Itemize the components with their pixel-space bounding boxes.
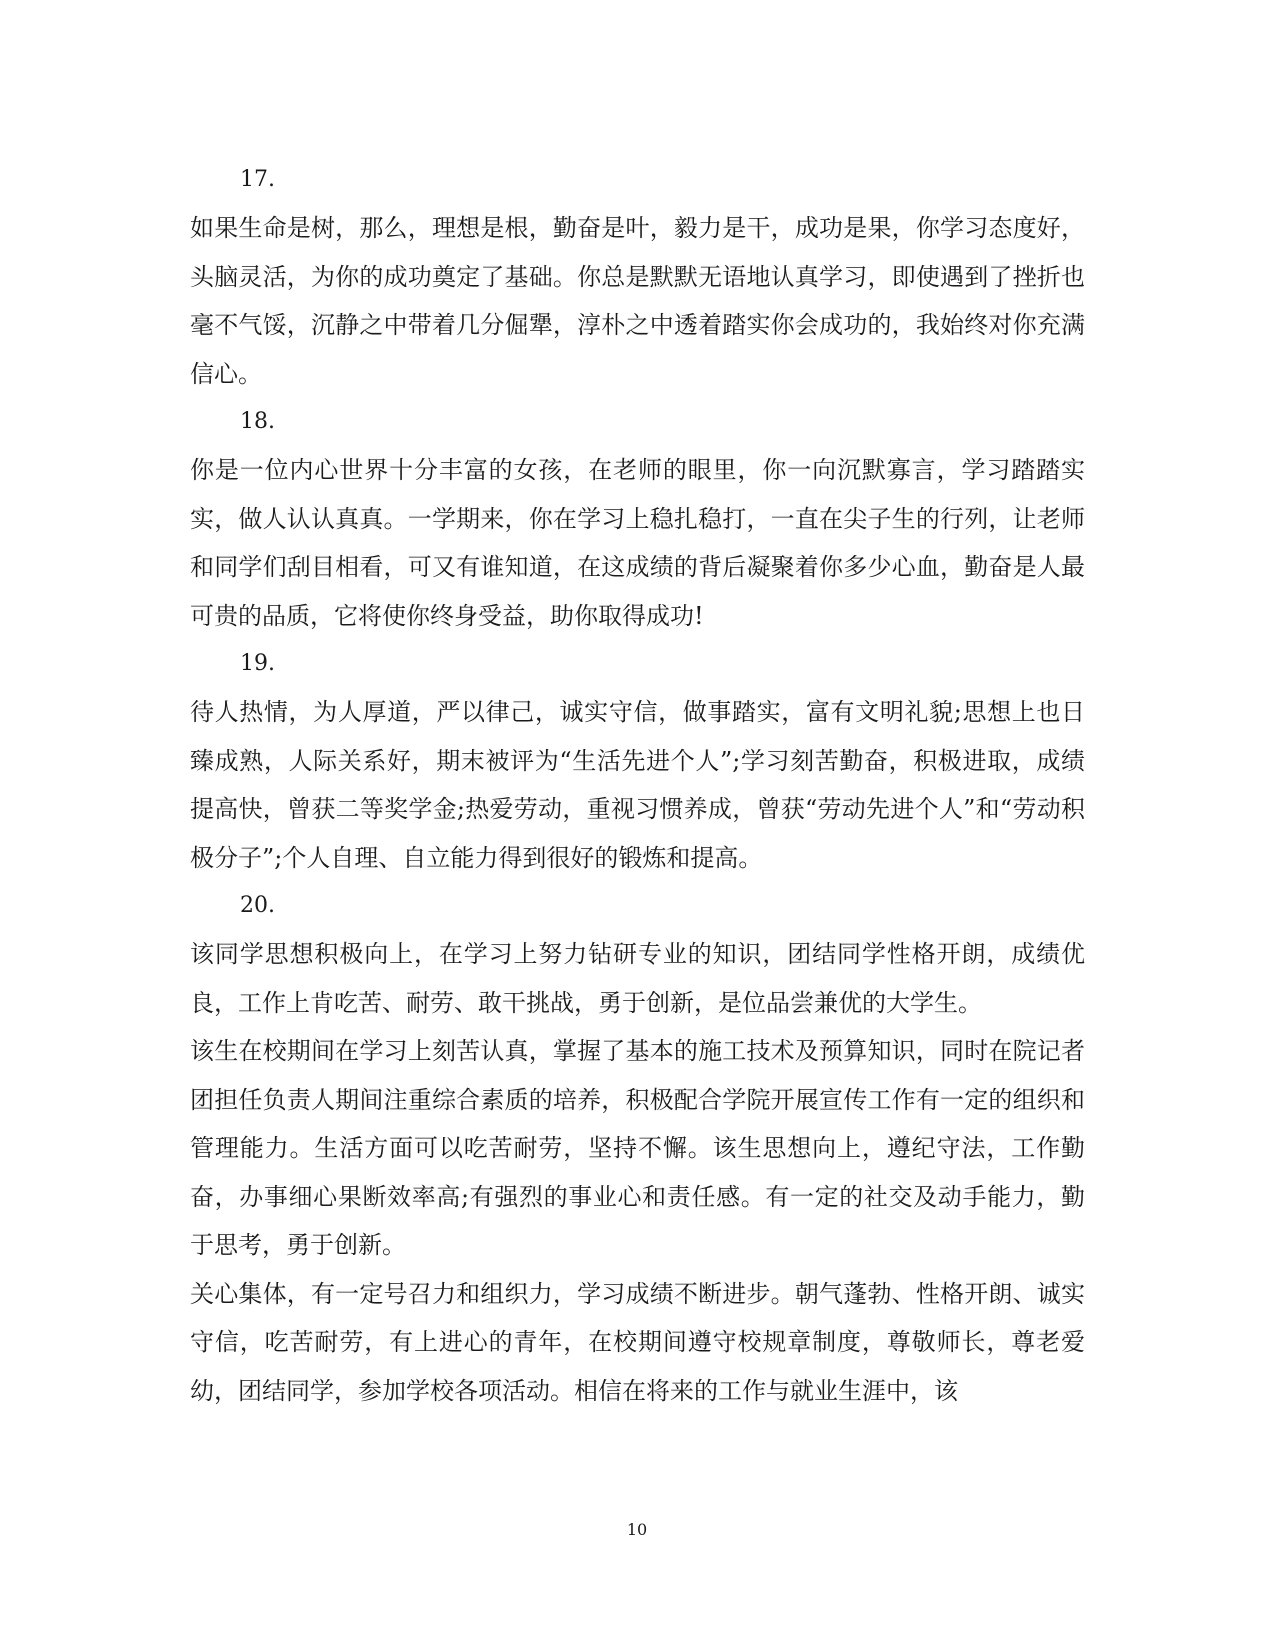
section-number: 19. — [240, 651, 275, 676]
paragraph: 关心集体，有一定号召力和组织力，学习成绩不断进步。朝气蓬勃、性格开朗、诚实守信，吃苦耐劳，有上进心的青年，在校期间遵守校规章制度，尊敬师长，尊老爱幼，团结同学，参加学校各项活动。相信在将来的工作与就业生涯中，该 — [190, 1279, 1085, 1405]
section-number: 18. — [240, 409, 275, 434]
paragraph: 待人热情，为人厚道，严以律己，诚实守信，做事踏实，富有文明礼貌;思想上也日臻成熟，人际关系好，期末被评为“生活先进个人”;学习刻苦勤奋，积极进取，成绩提高快，曾获二等奖学金;热爱劳动，重视习惯养成，曾获“劳动先进个人”和“劳动积极分子”;个人自理、自立能力得到很好的锻炼和提高。 — [190, 698, 1085, 872]
paragraph: 如果生命是树，那么，理想是根，勤奋是叶，毅力是干，成功是果，你学习态度好，头脑灵活，为你的成功奠定了基础。你总是默默无语地认真学习，即使遇到了挫折也毫不气馁，沉静之中带着几分倔犟，淳朴之中透着踏实你会成功的，我始终对你充满信心。 — [190, 214, 1085, 388]
paragraph: 该生在校期间在学习上刻苦认真，掌握了基本的施工技术及预算知识，同时在院记者团担任负责人期间注重综合素质的培养，积极配合学院开展宣传工作有一定的组织和管理能力。生活方面可以吃苦耐劳，坚持不懈。该生思想向上，遵纪守法，工作勤奋，办事细心果断效率高;有强烈的事业心和责任感。有一定的社交及动手能力，勤于思考，勇于创新。 — [190, 1037, 1085, 1259]
document-body — [190, 156, 1085, 1415]
page-number: 10 — [626, 1520, 648, 1539]
section-number: 17. — [240, 167, 275, 192]
paragraph: 你是一位内心世界十分丰富的女孩，在老师的眼里，你一向沉默寡言，学习踏踏实实，做人认认真真。一学期来，你在学习上稳扎稳打，一直在尖子生的行列，让老师和同学们刮目相看，可又有谁知道，在这成绩的背后凝聚着你多少心血，勤奋是人最可贵的品质，它将使你终身受益，助你取得成功! — [190, 456, 1085, 630]
section-number: 20. — [240, 893, 275, 918]
paragraph: 该同学思想积极向上，在学习上努力钻研专业的知识，团结同学性格开朗，成绩优良，工作上肯吃苦、耐劳、敢干挑战，勇于创新，是位品尝兼优的大学生。 — [190, 940, 1085, 1017]
